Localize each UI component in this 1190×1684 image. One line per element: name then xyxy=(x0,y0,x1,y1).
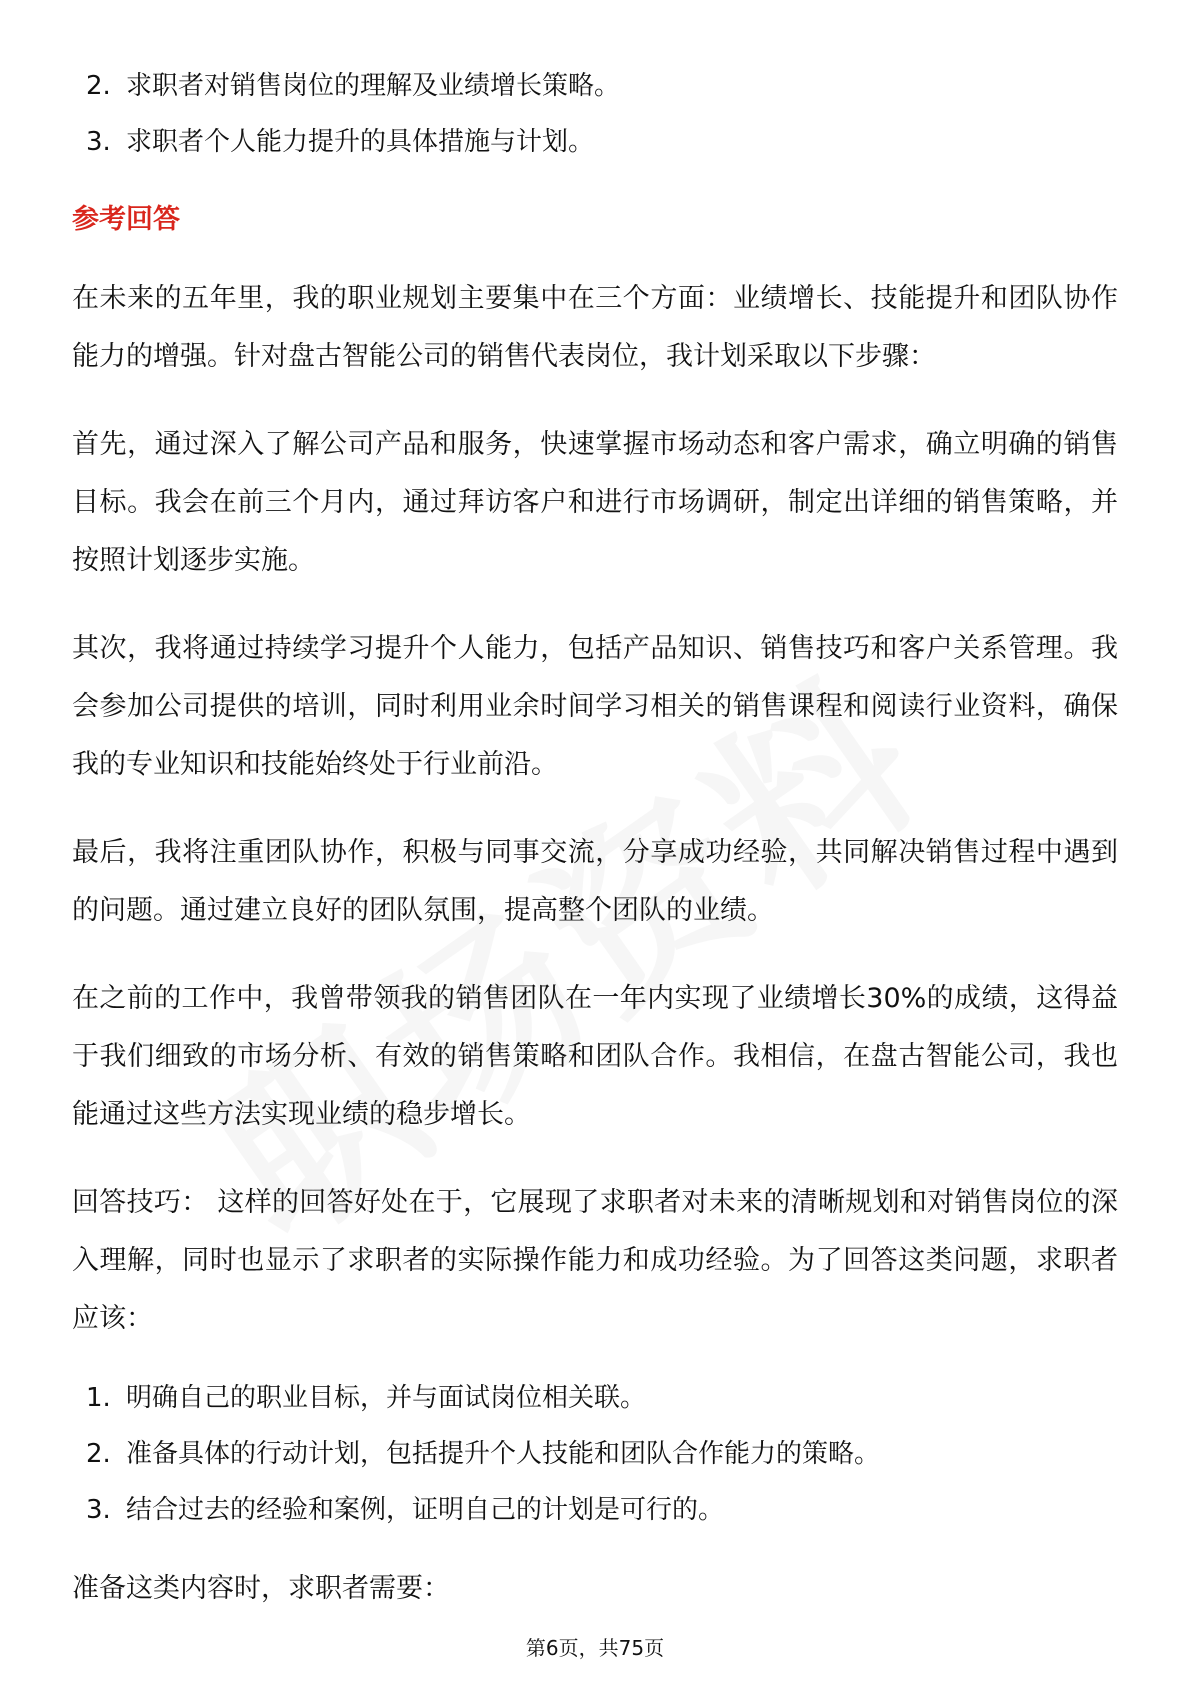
paragraph-experience: 在之前的工作中，我曾带领我的销售团队在一年内实现了业绩增长30%的成绩，这得益于我们细致的市场分析、有效的销售策略和团队合作。我相信，在盘古智能公司，我也能通过这些方法实现业绩的稳步增长。 xyxy=(72,983,1118,1130)
list-item xyxy=(72,1370,1118,1426)
list-text: 求职者个人能力提升的具体措施与计划。 xyxy=(126,127,595,157)
list-number: 2. xyxy=(86,71,111,101)
section-heading: 参考回答 xyxy=(72,204,180,235)
paragraph-intro: 在未来的五年里，我的职业规划主要集中在三个方面：业绩增长、技能提升和团队协作能力的增强。针对盘古智能公司的销售代表岗位，我计划采取以下步骤： xyxy=(72,283,1118,372)
list-number: 3. xyxy=(86,127,111,157)
list-text: 准备具体的行动计划，包括提升个人技能和团队合作能力的策略。 xyxy=(126,1439,881,1469)
list-item xyxy=(72,114,1118,170)
document-content xyxy=(72,58,1118,1618)
list-number: 1. xyxy=(86,1383,111,1413)
tips-list xyxy=(72,1370,1118,1538)
list-text: 结合过去的经验和案例，证明自己的计划是可行的。 xyxy=(126,1495,725,1525)
list-item xyxy=(72,1426,1118,1482)
paragraph-prepare: 准备这类内容时，求职者需要： xyxy=(72,1573,450,1604)
paragraph-last: 最后，我将注重团队协作，积极与同事交流，分享成功经验，共同解决销售过程中遇到的问题。通过建立良好的团队氛围，提高整个团队的业绩。 xyxy=(72,837,1118,926)
list-number: 3. xyxy=(86,1495,111,1525)
paragraph-second: 其次，我将通过持续学习提升个人能力，包括产品知识、销售技巧和客户关系管理。我会参加公司提供的培训，同时利用业余时间学习相关的销售课程和阅读行业资料，确保我的专业知识和技能始终处于行业前沿。 xyxy=(72,633,1118,780)
page-number: 第6页，共75页 xyxy=(525,1636,665,1660)
list-item xyxy=(72,1482,1118,1538)
question-points-list xyxy=(72,58,1118,170)
list-text: 明确自己的职业目标，并与面试岗位相关联。 xyxy=(126,1383,647,1413)
list-text: 求职者对销售岗位的理解及业绩增长策略。 xyxy=(126,71,621,101)
list-number: 2. xyxy=(86,1439,111,1469)
list-item xyxy=(72,58,1118,114)
paragraph-first: 首先，通过深入了解公司产品和服务，快速掌握市场动态和客户需求，确立明确的销售目标。我会在前三个月内，通过拜访客户和进行市场调研，制定出详细的销售策略，并按照计划逐步实施。 xyxy=(72,429,1118,576)
paragraph-tips: 回答技巧： 这样的回答好处在于，它展现了求职者对未来的清晰规划和对销售岗位的深入理解，同时也显示了求职者的实际操作能力和成功经验。为了回答这类问题，求职者应该： xyxy=(72,1187,1118,1334)
